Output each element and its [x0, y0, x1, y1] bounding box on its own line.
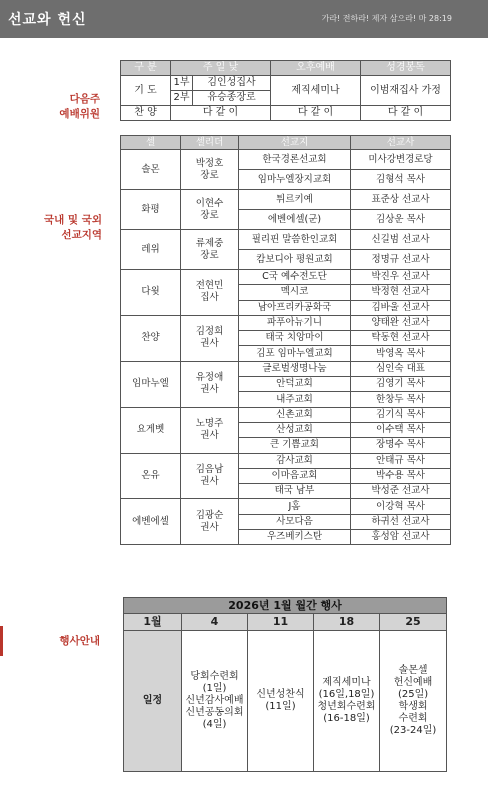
cell-name: 레위 [121, 230, 181, 270]
missionary-name: 홍성암 선교사 [351, 530, 451, 545]
section-label-worship: 다음주 예배위원 [59, 93, 100, 120]
mission-field: 에벤에셀(군) [239, 210, 351, 230]
mission-field: J홈 [239, 499, 351, 514]
mission-field: 파푸아뉴기니 [239, 315, 351, 330]
calendar-date: 11 [248, 614, 314, 631]
missionary-name: 김상운 목사 [351, 210, 451, 230]
mission-field: 김포 임마누엘교회 [239, 346, 351, 361]
mission-field: 글로벌생명나눔 [239, 361, 351, 376]
calendar-event: 신년성찬식 (11일) [248, 631, 314, 772]
missionary-name: 김바울 선교사 [351, 300, 451, 315]
missionary-name: 박성준 선교사 [351, 484, 451, 499]
mission-row [121, 150, 451, 170]
cell-leader: 노명주 권사 [181, 407, 239, 453]
calendar-event: 솔몬셀 헌신예배 (25일) 학생회 수련회 (23-24일) [380, 631, 447, 772]
mission-field: 한국경론선교회 [239, 150, 351, 170]
mission-field: 감사교회 [239, 453, 351, 468]
missionary-name: 탁동현 선교사 [351, 331, 451, 346]
cell-leader: 유정애 권사 [181, 361, 239, 407]
missionary-name: 한창두 목사 [351, 392, 451, 407]
missionary-name: 심인숙 대표 [351, 361, 451, 376]
missionary-name: 미사강변경로당 [351, 150, 451, 170]
missionary-name: 하귀선 선교사 [351, 514, 451, 529]
page-header [0, 0, 488, 38]
mission-row [121, 315, 451, 330]
missionary-name: 표준상 선교사 [351, 190, 451, 210]
missionary-name: 이강혁 목사 [351, 499, 451, 514]
mission-field: C국 예수전도단 [239, 270, 351, 285]
missionary-name: 박진우 선교사 [351, 270, 451, 285]
calendar-event: 당회수련회 (1일) 신년감사예배 신년공동의회 (4일) [182, 631, 248, 772]
mission-field: 캄보디아 평원교회 [239, 250, 351, 270]
mission-field: 태국 남부 [239, 484, 351, 499]
scripture-reader: 이범재집사 가정 [361, 76, 451, 106]
mission-header-row [121, 136, 451, 150]
prayer-part: 1부 [171, 76, 193, 91]
cell-name: 찬양 [121, 315, 181, 361]
cell-name: 화평 [121, 190, 181, 230]
missionary-name: 김영기 목사 [351, 377, 451, 392]
missionary-name: 이수택 목사 [351, 422, 451, 437]
mission-field: 산성교회 [239, 422, 351, 437]
calendar-date: 18 [314, 614, 380, 631]
header-missionary: 선교사 [351, 136, 451, 150]
mission-table [120, 135, 451, 545]
mission-row [121, 230, 451, 250]
praise-value: 다 같 이 [171, 106, 271, 121]
worship-header-row [121, 61, 451, 76]
mission-row [121, 190, 451, 210]
calendar-date: 4 [182, 614, 248, 631]
mission-field: 내주교회 [239, 392, 351, 407]
praise-value: 다 같 이 [271, 106, 361, 121]
mission-row [121, 407, 451, 422]
section-label-events: 행사안내 [59, 635, 100, 647]
cell-leader: 류제중 장로 [181, 230, 239, 270]
calendar-event: 제직세미나 (16일,18일) 청년회수련회 (16-18일) [314, 631, 380, 772]
header-afternoon: 오후예배 [271, 61, 361, 76]
mission-field: 멕시코 [239, 285, 351, 300]
cell-name: 온유 [121, 453, 181, 499]
prayer-part: 2부 [171, 91, 193, 106]
header-sunday: 주 일 낮 [171, 61, 271, 76]
prayer-row-1 [121, 76, 451, 91]
cell-name: 임마누엘 [121, 361, 181, 407]
mission-field: 태국 치앙마이 [239, 331, 351, 346]
prayer-name: 유승종장로 [193, 91, 271, 106]
section-marker [0, 626, 3, 656]
header-cell: 셀 [121, 136, 181, 150]
missionary-name: 신길범 선교사 [351, 230, 451, 250]
cell-leader: 김정희 권사 [181, 315, 239, 361]
prayer-name: 김인성집사 [193, 76, 271, 91]
mission-field: 안덕교회 [239, 377, 351, 392]
mission-field: 신촌교회 [239, 407, 351, 422]
calendar-header-row [124, 614, 447, 631]
mission-field: 남아프리카공화국 [239, 300, 351, 315]
mission-field: 튀르키예 [239, 190, 351, 210]
mission-field: 이마음교회 [239, 468, 351, 483]
page-title: 선교와 헌신 [8, 12, 87, 28]
prayer-label: 기 도 [121, 76, 171, 106]
praise-value: 다 같 이 [361, 106, 451, 121]
cell-name: 다윗 [121, 270, 181, 316]
cell-leader: 박정호 장로 [181, 150, 239, 190]
praise-row [121, 106, 451, 121]
cell-leader: 김음남 권사 [181, 453, 239, 499]
section-label-mission: 국내 및 국외 선교지역 [43, 214, 102, 241]
praise-label: 찬 양 [121, 106, 171, 121]
header-field: 선교지 [239, 136, 351, 150]
mission-field: 큰 기쁨교회 [239, 438, 351, 453]
cell-leader: 김광순 권사 [181, 499, 239, 545]
mission-row [121, 499, 451, 514]
missionary-name: 장명수 목사 [351, 438, 451, 453]
calendar-month: 1월 [124, 614, 182, 631]
calendar-title: 2026년 1월 월간 행사 [124, 598, 447, 614]
cell-name: 에벤에셀 [121, 499, 181, 545]
cell-name: 솔몬 [121, 150, 181, 190]
missionary-name: 박정현 선교사 [351, 285, 451, 300]
afternoon-service: 제직세미나 [271, 76, 361, 106]
calendar-date: 25 [380, 614, 447, 631]
header-leader: 셀리더 [181, 136, 239, 150]
calendar-events-row [124, 631, 447, 772]
mission-field: 임마누엘장지교회 [239, 170, 351, 190]
cell-leader: 이현수 장로 [181, 190, 239, 230]
mission-field: 필리핀 말씀한인교회 [239, 230, 351, 250]
mission-row [121, 453, 451, 468]
missionary-name: 안태규 목사 [351, 453, 451, 468]
missionary-name: 양태완 선교사 [351, 315, 451, 330]
header-reading: 성경봉독 [361, 61, 451, 76]
mission-field: 우즈베키스탄 [239, 530, 351, 545]
cell-name: 요게벳 [121, 407, 181, 453]
header-division: 구 분 [121, 61, 171, 76]
cell-leader: 전현민 집사 [181, 270, 239, 316]
missionary-name: 박수용 목사 [351, 468, 451, 483]
calendar-row-label: 일정 [124, 631, 182, 772]
event-calendar [123, 597, 447, 772]
mission-row [121, 270, 451, 285]
missionary-name: 박영옥 목사 [351, 346, 451, 361]
missionary-name: 정명규 선교사 [351, 250, 451, 270]
missionary-name: 김형석 목사 [351, 170, 451, 190]
worship-committee-table [120, 60, 451, 121]
mission-field: 사모다음 [239, 514, 351, 529]
missionary-name: 김기식 목사 [351, 407, 451, 422]
mission-row [121, 361, 451, 376]
header-verse: 가라! 전하라! 제자 삼으라! 마 28:19 [321, 14, 452, 23]
